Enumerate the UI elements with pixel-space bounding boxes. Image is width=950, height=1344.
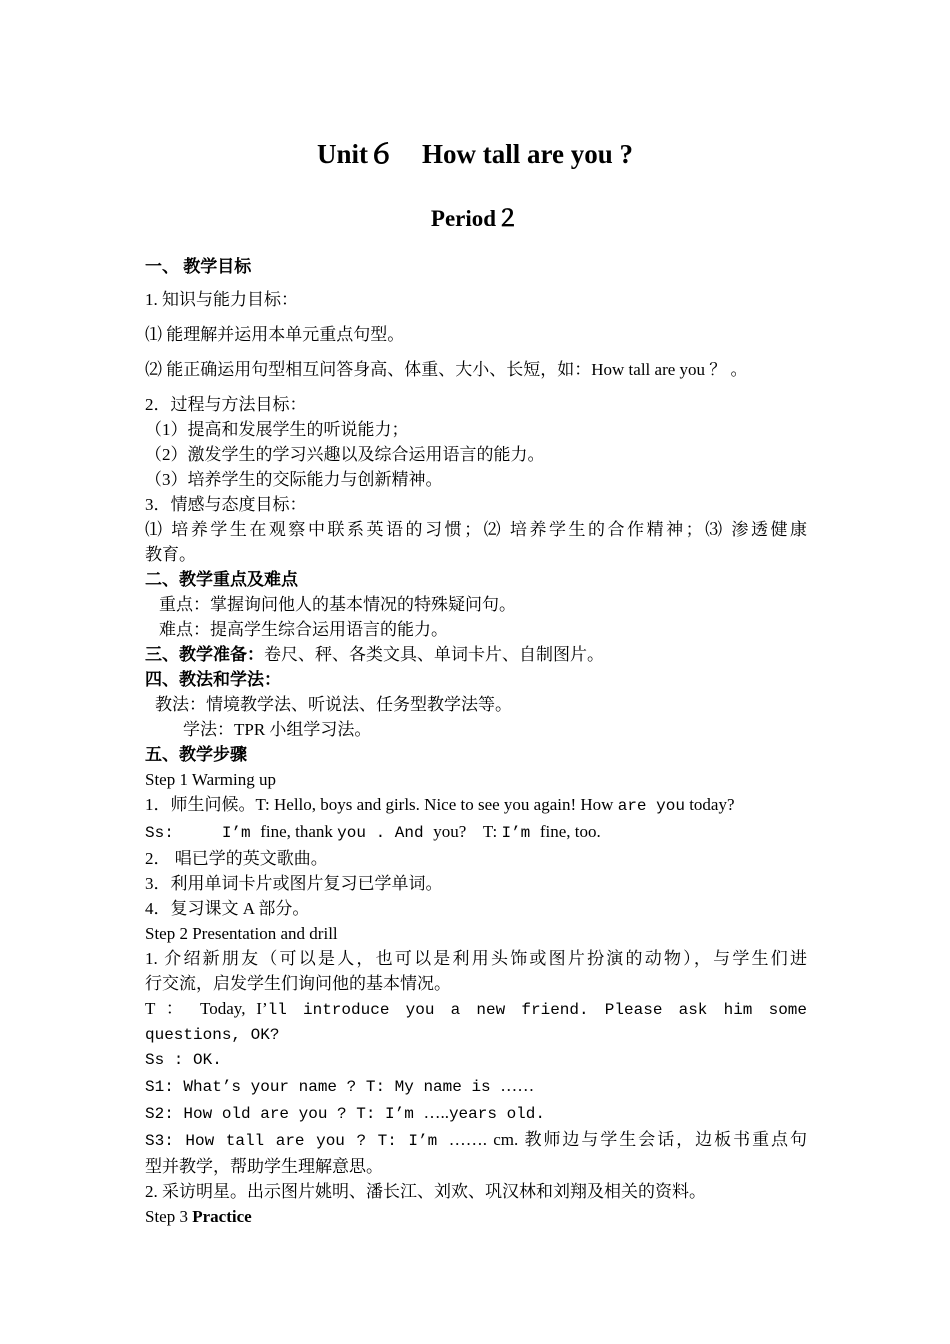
objective-2-item-2: （2）激发学生的学习兴趣以及综合运用语言的能力。 xyxy=(145,445,545,464)
objective-3-line-1: ⑴ 培养学生在观察中联系英语的习惯；⑵ 培养学生的合作精神；⑶ 渗透健康 xyxy=(145,520,807,539)
dialogue-text: years old. xyxy=(448,1105,545,1123)
step-3-name: Practice xyxy=(192,1207,252,1226)
section-heading-steps: 五、教学步骤 xyxy=(145,745,247,764)
step-2-s1-line xyxy=(145,1073,807,1100)
section-heading-methods: 四、教法和学法： xyxy=(145,670,281,689)
step-2-s3-line-2: 型并教学，帮助学生理解意思。 xyxy=(145,1157,383,1176)
step-1-item-1-response xyxy=(145,819,807,846)
teaching-method: 教法：情境教学法、听说法、任务型教学法等。 xyxy=(155,695,512,714)
dialogue-text: I’m xyxy=(501,824,540,842)
dialogue-text: ……. cm. xyxy=(448,1130,519,1149)
preparation-text: 卷尺、秤、各类文具、单词卡片、自制图片。 xyxy=(264,645,604,664)
dialogue-text: ….. xyxy=(423,1103,449,1122)
objective-2-item-3: （3）培养学生的交际能力与创新精神。 xyxy=(145,470,443,489)
dialogue-text: T ： xyxy=(145,999,190,1018)
key-point: 重点：掌握询问他人的基本情况的特殊疑问句。 xyxy=(159,595,516,614)
dialogue-text: Today, I’ xyxy=(189,999,268,1018)
step-3-title xyxy=(145,1204,807,1229)
difficult-point: 难点：提高学生综合运用语言的能力。 xyxy=(159,620,448,639)
learning-method: 学法：TPR 小组学习法。 xyxy=(183,720,372,739)
dialogue-text: fine, too. xyxy=(539,822,601,841)
dialogue-text: 1．师生问候。T: Hello, boys and girls. Nice to see you again! How xyxy=(145,795,618,814)
dialogue-text: you . And xyxy=(337,824,434,842)
dialogue-text: …… xyxy=(500,1076,535,1095)
dialogue-text: are you xyxy=(617,797,685,815)
step-2-s3-line xyxy=(145,1127,807,1154)
dialogue-text: fine, thank xyxy=(260,822,338,841)
section-heading-preparation: 三、教学准备： xyxy=(145,645,264,664)
objective-3: 3．情感与态度目标： xyxy=(145,495,307,514)
dialogue-text: S1: What’s your name ? T: My name is xyxy=(145,1078,501,1096)
document-title: Unit６ How tall are you ? xyxy=(317,139,633,169)
preparation-line xyxy=(145,642,807,667)
step-2-item-2: 2. 采访明星。出示图片姚明、潘长江、刘欢、巩汉林和刘翔及相关的资料。 xyxy=(145,1182,706,1201)
objective-1-item-1: ⑴ 能理解并运用本单元重点句型。 xyxy=(145,325,405,344)
dialogue-text: ll introduce you a new friend. Please ask him some xyxy=(267,1001,808,1019)
step-1-item-2: 2． 唱已学的英文歌曲。 xyxy=(145,849,328,868)
step-2-item-1-line-2: 行交流，启发学生们询问他的基本情况。 xyxy=(145,974,451,993)
step-2-teacher-line xyxy=(145,996,807,1023)
objective-2: 2．过程与方法目标： xyxy=(145,395,307,414)
dialogue-text: S2: How old are you ? T: I’m xyxy=(145,1105,424,1123)
document-subtitle: Period２ xyxy=(430,206,520,231)
step-1-item-4: 4．复习课文 A 部分。 xyxy=(145,899,310,918)
step-2-students-line: Ss : OK. xyxy=(145,1051,222,1069)
step-1-item-3: 3．利用单词卡片或图片复习已学单词。 xyxy=(145,874,443,893)
section-heading-key-points: 二、教学重点及难点 xyxy=(145,570,298,589)
objective-2-item-1: （1）提高和发展学生的听说能力； xyxy=(145,420,409,439)
objective-3-line-2: 教育。 xyxy=(145,545,196,564)
dialogue-text: Ss: I’m xyxy=(145,824,261,842)
dialogue-text: you? T: xyxy=(433,822,502,841)
step-1-item-1 xyxy=(145,792,807,819)
document-body xyxy=(145,254,807,1229)
dialogue-text: 教师边与学生会话，边板书重点句 xyxy=(518,1130,807,1149)
step-2-item-1-line-1: 1. 介绍新朋友（可以是人，也可以是利用头饰或图片扮演的动物），与学生们进 xyxy=(145,949,807,968)
dialogue-text: S3: How tall are you ? T: I’m xyxy=(145,1132,449,1150)
section-heading-objectives: 一、 教学目标 xyxy=(145,257,252,276)
objective-1: 1. 知识与能力目标： xyxy=(145,290,298,309)
step-2-title: Step 2 Presentation and drill xyxy=(145,924,338,943)
step-1-title: Step 1 Warming up xyxy=(145,770,277,789)
step-3-label: Step 3 xyxy=(145,1207,193,1226)
step-2-s2-line xyxy=(145,1100,807,1127)
dialogue-text: today? xyxy=(684,795,735,814)
objective-1-item-2: ⑵ 能正确运用句型相互问答身高、体重、大小、长短，如：How tall are you ？ 。 xyxy=(145,360,748,379)
step-2-teacher-line-2: questions, OK? xyxy=(145,1026,280,1044)
